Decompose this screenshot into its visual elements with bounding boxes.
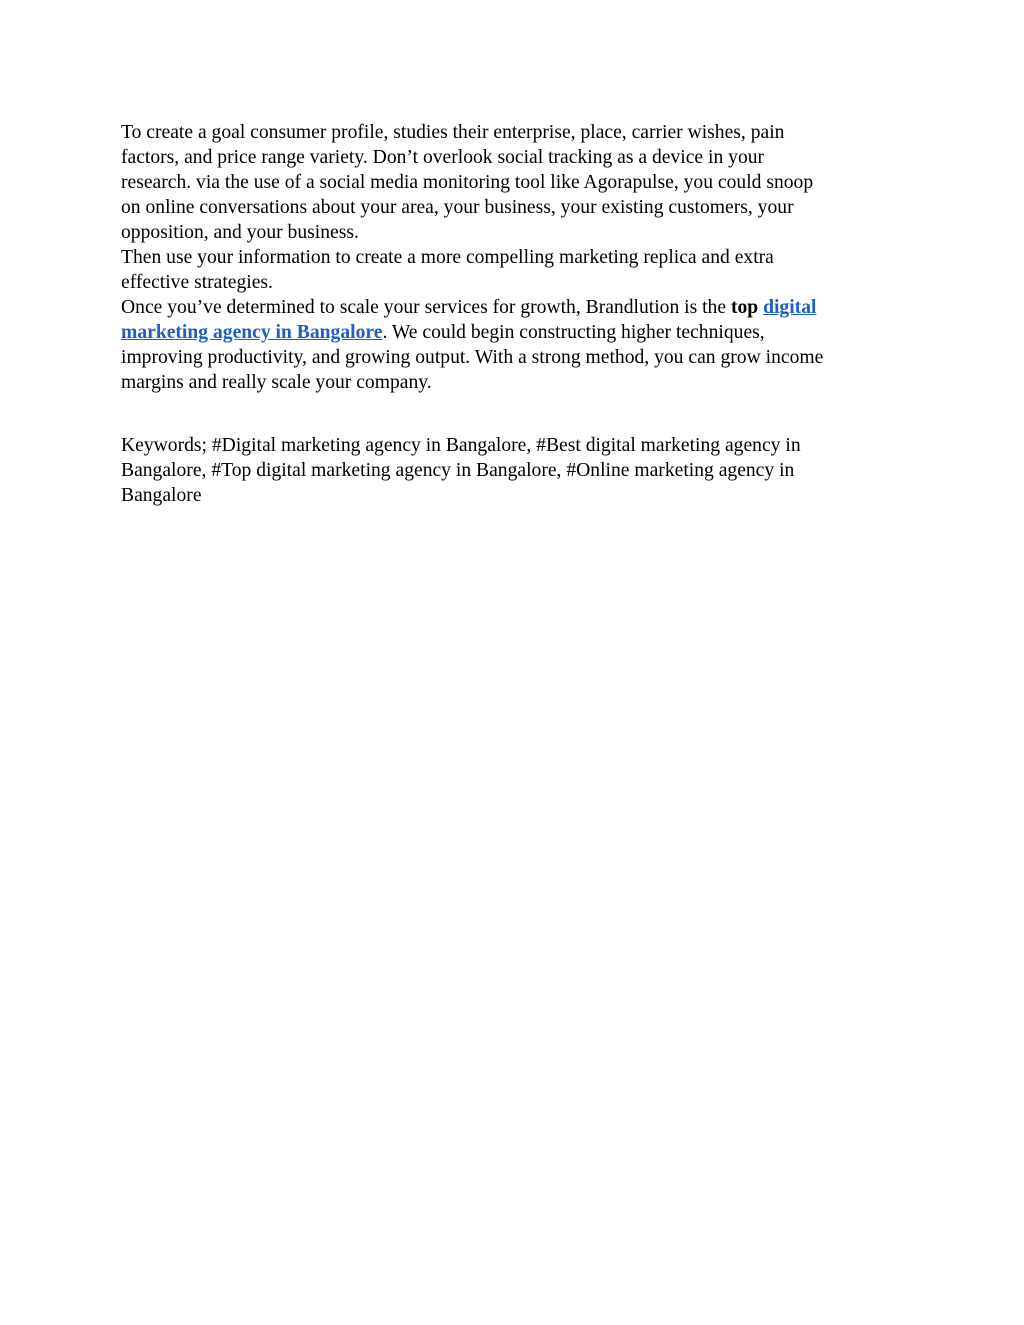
keywords-line: Bangalore, #Top digital marketing agency in Bangalore, #Online marketing agency in bbox=[121, 460, 795, 481]
bold-text-top: top bbox=[730, 297, 759, 318]
paragraph-line: improving productivity, and growing output. With a strong method, you can grow income bbox=[121, 347, 824, 368]
paragraph-line: opposition, and your business. bbox=[121, 222, 359, 243]
paragraph-line: margins and really scale your company. bbox=[121, 372, 432, 393]
paragraph-target-profile bbox=[121, 120, 911, 245]
paragraph-line: research. via the use of a social media monitoring tool like Agorapulse, you could snoop bbox=[121, 172, 814, 193]
document-body bbox=[121, 120, 911, 508]
paragraph-line bbox=[121, 295, 911, 320]
agency-link-part-1[interactable]: digital bbox=[763, 297, 817, 318]
paragraph-marketing-strategy bbox=[121, 245, 911, 295]
paragraph-line: effective strategies. bbox=[121, 272, 273, 293]
paragraph-brandlution bbox=[121, 295, 911, 395]
agency-link-part-2[interactable]: marketing agency in Bangalore bbox=[121, 322, 383, 343]
paragraph-text: Once you’ve determined to scale your services for growth, Brandlution is the bbox=[121, 297, 731, 318]
paragraph-line bbox=[121, 320, 911, 345]
paragraph-text: . We could begin constructing higher techniques, bbox=[382, 322, 765, 343]
paragraph-line: on online conversations about your area, your business, your existing customers, your bbox=[121, 197, 794, 218]
paragraph-line: To create a goal consumer profile, studies their enterprise, place, carrier wishes, pain bbox=[121, 122, 785, 143]
paragraph-line: Then use your information to create a more compelling marketing replica and extra bbox=[121, 247, 774, 268]
paragraph-keywords bbox=[121, 433, 911, 508]
keywords-line: Keywords; #Digital marketing agency in Bangalore, #Best digital marketing agency in bbox=[121, 435, 801, 456]
keywords-line: Bangalore bbox=[121, 485, 202, 506]
paragraph-line: factors, and price range variety. Don’t overlook social tracking as a device in your bbox=[121, 147, 765, 168]
paragraph-spacer bbox=[121, 395, 911, 433]
